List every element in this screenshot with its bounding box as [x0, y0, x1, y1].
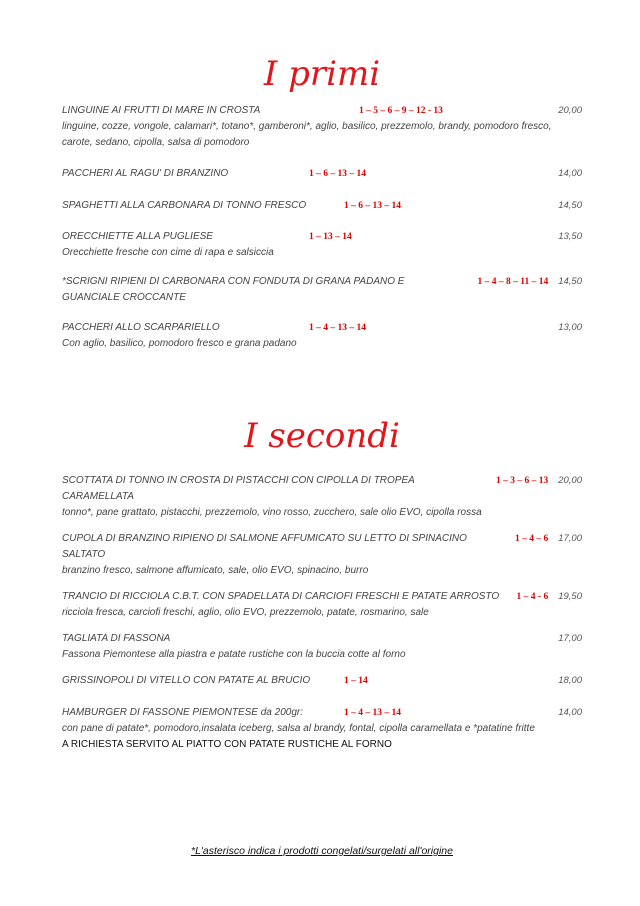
- item-allergens: 1 – 4 – 13 – 14: [309, 323, 366, 333]
- item-name: LINGUINE AI FRUTTI DI MARE IN CROSTA: [62, 105, 261, 116]
- item-name: SPAGHETTI ALLA CARBONARA DI TONNO FRESCO: [62, 200, 307, 211]
- item-price: 14,50: [558, 200, 582, 211]
- item-price: 17,00: [558, 633, 582, 644]
- item-allergens: 1 – 6 – 13 – 14: [309, 169, 366, 179]
- item-price: 14,00: [558, 168, 582, 179]
- item-name: HAMBURGER DI FASSONE PIEMONTESE da 200gr:: [62, 707, 303, 718]
- item-price: 13,50: [558, 231, 582, 242]
- item-price: 20,00: [558, 105, 582, 116]
- item-description: carote, sedano, cipolla, salsa di pomodoro: [62, 137, 250, 148]
- item-allergens: 1 – 5 – 6 – 9 – 12 - 13: [359, 106, 443, 116]
- menu-item: [62, 198, 582, 214]
- item-allergens: 1 – 13 – 14: [309, 232, 352, 242]
- menu-item: [62, 473, 582, 521]
- item-name-continued: GUANCIALE CROCCANTE: [62, 292, 186, 303]
- section-title-secondi: I secondi: [244, 416, 400, 456]
- menu-item: [62, 166, 582, 182]
- menu-item: [62, 589, 582, 621]
- item-price: 14,00: [558, 707, 582, 718]
- item-name: PACCHERI AL RAGU' DI BRANZINO: [62, 168, 229, 179]
- item-allergens: 1 – 4 – 6: [514, 534, 549, 544]
- footnote: *L'asterisco indica i prodotti congelati/surgelati all'origine: [191, 845, 453, 857]
- item-price: 14,50: [558, 276, 582, 287]
- menu-item: [62, 103, 582, 151]
- menu-item: [62, 274, 582, 306]
- menu-item: [62, 673, 582, 689]
- item-price: 19,50: [558, 591, 582, 602]
- item-description: con pane di patate*, pomodoro,insalata iceberg, salsa al brandy, fontal, cipolla caramellata e *patatine fritte: [62, 723, 535, 734]
- item-allergens: 1 – 4 – 8 – 11 – 14: [477, 277, 549, 287]
- item-description: ricciola fresca, carciofi freschi, aglio, olio EVO, prezzemolo, patate, rosmarino, sale: [62, 607, 429, 618]
- item-allergens: 1 – 14: [344, 676, 368, 686]
- item-name: PACCHERI ALLO SCARPARIELLO: [62, 322, 220, 333]
- item-allergens: 1 – 4 – 13 – 14: [344, 708, 401, 718]
- item-name: GRISSINOPOLI DI VITELLO CON PATATE AL BRUCIO: [62, 675, 311, 686]
- item-description: Orecchiette fresche con cime di rapa e salsiccia: [62, 247, 274, 258]
- item-price: 18,00: [558, 675, 582, 686]
- item-allergens: 1 – 3 – 6 – 13: [495, 476, 549, 486]
- item-description: tonno*, pane grattato, pistacchi, prezzemolo, vino rosso, zucchero, sale olio EVO, cipolla rossa: [62, 507, 482, 518]
- item-description: branzino fresco, salmone affumicato, sale, olio EVO, spinacino, burro: [62, 565, 369, 576]
- item-name: SCOTTATA DI TONNO IN CROSTA DI PISTACCHI CON CIPOLLA DI TROPEA CARAMELLATA: [62, 475, 415, 502]
- item-name: *SCRIGNI RIPIENI DI CARBONARA CON FONDUTA DI GRANA PADANO E: [62, 276, 405, 287]
- item-allergens: 1 – 6 – 13 – 14: [344, 201, 401, 211]
- menu-item: [62, 229, 582, 261]
- menu-item: [62, 631, 582, 663]
- menu-item: [62, 320, 582, 352]
- item-price: 13,00: [558, 322, 582, 333]
- item-price: 17,00: [558, 533, 582, 544]
- item-description: linguine, cozze, vongole, calamari*, totano*, gamberoni*, aglio, basilico, prezzemolo, brandy, pomodoro fresco,: [62, 121, 552, 132]
- item-name: TAGLIATA DI FASSONA: [62, 633, 171, 644]
- item-description: Fassona Piemontese alla piastra e patate rustiche con la buccia cotte al forno: [62, 649, 406, 660]
- item-allergens: 1 – 4 - 6: [516, 592, 549, 602]
- section-title-primi: I primi: [263, 54, 381, 94]
- item-name: CUPOLA DI BRANZINO RIPIENO DI SALMONE AFFUMICATO SU LETTO DI SPINACINO SALTATO: [62, 533, 467, 560]
- item-name: ORECCHIETTE ALLA PUGLIESE: [62, 231, 213, 242]
- menu-item: [62, 705, 582, 753]
- item-price: 20,00: [558, 475, 582, 486]
- item-name: TRANCIO DI RICCIOLA C.B.T. CON SPADELLATA DI CARCIOFI FRESCHI E PATATE ARROSTO: [62, 591, 500, 602]
- item-note: A RICHIESTA SERVITO AL PIATTO CON PATATE RUSTICHE AL FORNO: [62, 739, 392, 750]
- item-description: Con aglio, basilico, pomodoro fresco e grana padano: [62, 338, 297, 349]
- menu-item: [62, 531, 582, 579]
